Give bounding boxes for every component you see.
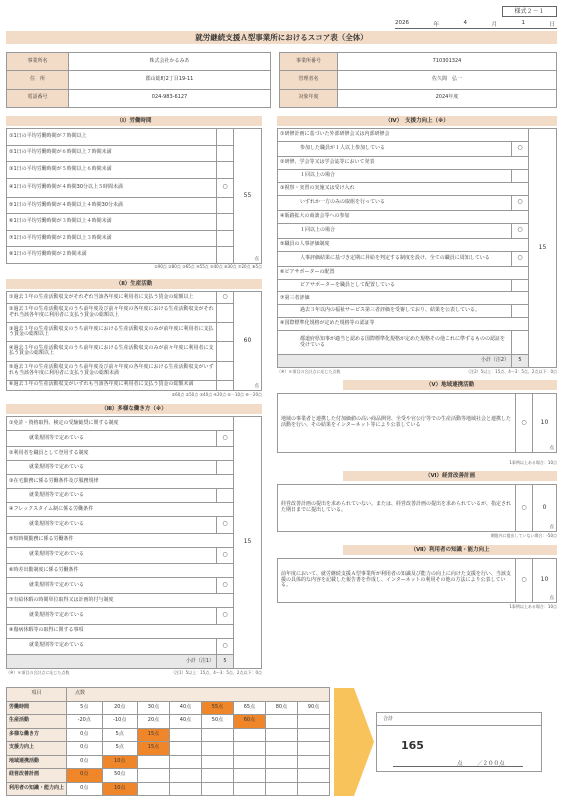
table-row bbox=[278, 169, 557, 182]
summary-row-label: 利用者の知識・能力向上 bbox=[7, 782, 67, 796]
summary-cell: 20点 bbox=[102, 701, 138, 715]
s3-mark bbox=[217, 461, 234, 475]
summary-cell: 10点 bbox=[102, 782, 138, 796]
s2-item: ③過去３年の生産活動収支のうち前年度における生産活動収支のみが前年度に利用者に支払う賃金の総額以上 bbox=[7, 323, 217, 342]
s1-item: ③1日の平均労働時間が５時間以上６時間未満 bbox=[7, 162, 217, 179]
summary-col-item: 項目 bbox=[7, 688, 67, 702]
table-row bbox=[7, 638, 262, 654]
table-row bbox=[7, 594, 262, 608]
office-address: 郡山総町2丁目19-11 bbox=[69, 71, 271, 89]
s1-mark: ○ bbox=[217, 178, 234, 197]
s4-mark bbox=[512, 331, 529, 355]
table-row bbox=[7, 230, 262, 247]
table-row bbox=[7, 475, 262, 489]
s1-item: ④1日の平均労働時間が４時間30分以上５時間未満 bbox=[7, 178, 217, 197]
summary-cell: 0点 bbox=[67, 755, 103, 769]
total-value: 165 bbox=[401, 739, 424, 752]
summary-cell: 90点 bbox=[297, 701, 329, 715]
section-6-score: 0 bbox=[542, 503, 547, 511]
summary-cell: 60点 bbox=[233, 715, 265, 729]
office-name: 株式会社かるみあ bbox=[69, 53, 271, 71]
total-box: 合計 165 点 ／２００点 bbox=[376, 712, 542, 772]
table-row bbox=[7, 129, 262, 146]
section-7-note: 1事例以上ある場合：10点 bbox=[509, 604, 557, 609]
s2-mark bbox=[217, 380, 234, 390]
table-row bbox=[278, 331, 557, 355]
table-row bbox=[7, 342, 262, 361]
section-6-note: 期限内に提出していない場合：-50点 bbox=[490, 533, 557, 538]
summary-table bbox=[6, 687, 330, 796]
s2-item: ⑥過去３年の生産活動収支がいずれも当該各年度に利用者に支払う賃金の総額未満 bbox=[7, 380, 217, 390]
office-info-left: 事業所名 株式会社かるみあ 住 所 郡山総町2丁目19-11 電話番号 024-983-6127 bbox=[6, 52, 271, 108]
s3-item-sub: 就業規則等で定めている bbox=[7, 638, 217, 654]
s1-item: ①1日の平均労働時間が７時間以上 bbox=[7, 129, 217, 146]
table-row bbox=[278, 251, 557, 266]
s4-item-sub: 都道府県知事が適当と認める国際標準化規格が定めた規格その他これに準ずるものの認証を受けている bbox=[278, 331, 512, 355]
s2-mark: ○ bbox=[217, 292, 234, 304]
s4-item-sub: １回以上の場合 bbox=[278, 223, 512, 238]
s2-item: ④過去３年の生産活動収支のうち前年度における生産活動収支のみが前々年度に利用者に支払う賃金の総額以上 bbox=[7, 342, 217, 361]
s3-item-heading: ②利用者を職員として登用する制度 bbox=[7, 447, 234, 461]
section-4-note-right: （注2）5以上：15点、4～3：5点、2点以下：0点 bbox=[466, 369, 557, 374]
s1-mark bbox=[217, 214, 234, 231]
summary-cell: 0点 bbox=[67, 742, 103, 756]
s1-mark bbox=[217, 129, 234, 146]
table-row bbox=[7, 197, 262, 214]
summary-row-label: 生産活動 bbox=[7, 715, 67, 729]
table-row bbox=[278, 318, 557, 331]
section-2-table bbox=[6, 291, 262, 391]
table-row bbox=[7, 577, 262, 593]
s1-item: ⑧1日の平均労働時間が２時間未満 bbox=[7, 247, 217, 264]
table-row bbox=[278, 141, 557, 156]
s3-item-heading: ①免許・資格取得、検定の受験勧奨に関する制度 bbox=[7, 417, 234, 431]
section-5-mark: ○ bbox=[516, 394, 533, 453]
s3-mark: ○ bbox=[217, 547, 234, 563]
s4-mark: ○ bbox=[512, 251, 529, 266]
section-6-mark: ○ bbox=[516, 485, 533, 532]
s4-mark bbox=[512, 279, 529, 292]
summary-cell: -20点 bbox=[67, 715, 103, 729]
section-5-score: 10 bbox=[540, 418, 549, 426]
summary-cell: 20点 bbox=[138, 715, 170, 729]
section-1-table bbox=[6, 128, 262, 264]
s4-item-heading: ①研修計画に基づいた外部研修会又は内部研修会 bbox=[278, 129, 529, 142]
summary-cell: 0点 bbox=[67, 769, 103, 783]
office-phone: 024-983-6127 bbox=[69, 89, 271, 107]
s2-mark bbox=[217, 304, 234, 323]
summary-cell: 55点 bbox=[201, 701, 233, 715]
s4-item-heading: ④販路拡大の商談会等への参加 bbox=[278, 210, 529, 223]
summary-row-label: 労働時間 bbox=[7, 701, 67, 715]
section-1-header: （Ⅰ）労働時間 bbox=[6, 116, 262, 126]
s3-mark bbox=[217, 489, 234, 503]
s4-item-sub: 人事評価結果に基づき定期に昇給を判定する制度を設け、全ての職員に周知している bbox=[278, 251, 512, 266]
s4-item-heading: ⑤職員の人事評価制度 bbox=[278, 238, 529, 251]
s4-item-sub: いずれか一方のみの取組を行っている bbox=[278, 195, 512, 210]
summary-cell: 0点 bbox=[67, 782, 103, 796]
section-7-score: 10 bbox=[540, 576, 549, 584]
table-row bbox=[7, 304, 262, 323]
summary-cell: 50点 bbox=[102, 769, 138, 783]
table-row bbox=[7, 547, 262, 563]
section-3-table bbox=[6, 416, 262, 669]
table-row bbox=[278, 292, 557, 305]
s1-mark bbox=[217, 197, 234, 214]
summary-row-label: 地域連携活動 bbox=[7, 755, 67, 769]
s1-item: ⑦1日の平均労働時間が２時間以上３時間未満 bbox=[7, 230, 217, 247]
s3-mark: ○ bbox=[217, 577, 234, 593]
s1-mark bbox=[217, 230, 234, 247]
table-row bbox=[7, 214, 262, 231]
s4-item-heading: ⑦第三者評価 bbox=[278, 292, 529, 305]
page-title: 就労継続支援Ａ型事業所におけるスコア表（全体） bbox=[6, 31, 557, 44]
summary-row bbox=[7, 728, 330, 742]
arrow-icon bbox=[334, 688, 374, 796]
summary-cell: 15点 bbox=[138, 742, 170, 756]
summary-row-label: 経営改善計画 bbox=[7, 769, 67, 783]
s4-score: 15 bbox=[529, 129, 557, 368]
section-7-text: 前年度において、就労継続支援Ａ型事業所が利用者の知識及び能力の向上に向けた支援を行い、当該支援の具体的な内容を記載した報告書を作成し、インターネットの利用その他の方法により公表している。 bbox=[278, 559, 516, 603]
table-row bbox=[278, 182, 557, 195]
s4-subtotal-label: 小計（注2） bbox=[278, 354, 512, 367]
summary-row bbox=[7, 742, 330, 756]
office-number: 710301324 bbox=[338, 53, 557, 71]
s1-item: ⑥1日の平均労働時間が３時間以上４時間未満 bbox=[7, 214, 217, 231]
table-row bbox=[7, 533, 262, 547]
table-row bbox=[278, 238, 557, 251]
s4-mark: ○ bbox=[512, 223, 529, 238]
s4-subtotal: 5 bbox=[512, 354, 529, 367]
summary-row bbox=[7, 715, 330, 729]
summary-cell: 40点 bbox=[169, 701, 201, 715]
target-year: 2024年度 bbox=[338, 89, 557, 107]
table-row bbox=[7, 563, 262, 577]
summary-row-label: 支援力向上 bbox=[7, 742, 67, 756]
table-row bbox=[278, 279, 557, 292]
table-row bbox=[7, 380, 262, 390]
s3-item-heading: ④フレックスタイム制に係る労働条件 bbox=[7, 503, 234, 517]
table-row bbox=[7, 417, 262, 431]
s3-score: 15 bbox=[234, 417, 262, 669]
summary-cell: 40点 bbox=[169, 715, 201, 729]
s4-item-heading: ②研修、学会等又は学会誌等において発表 bbox=[278, 156, 529, 169]
section-7-table: 前年度において、就労継続支援Ａ型事業所が利用者の知識及び能力の向上に向けた支援を行い、当該支援の具体的な内容を記載した報告書を作成し、インターネットの利用その他の方法により公表している。 ○ 10 点 bbox=[277, 558, 557, 603]
s3-mark: ○ bbox=[217, 430, 234, 446]
s3-mark: ○ bbox=[217, 638, 234, 654]
s2-mark bbox=[217, 323, 234, 342]
summary-row bbox=[7, 769, 330, 783]
s2-score: 60 点 bbox=[234, 292, 262, 391]
table-row bbox=[278, 129, 557, 142]
s3-mark: ○ bbox=[217, 608, 234, 624]
table-row bbox=[7, 361, 262, 380]
s3-item-sub: 就業規則等で定めている bbox=[7, 430, 217, 446]
summary-cell: 5点 bbox=[102, 728, 138, 742]
s3-item-heading: ⑥時差出勤制度に係る労働条件 bbox=[7, 563, 234, 577]
s3-item-heading: ⑤短時間勤務に係る労働条件 bbox=[7, 533, 234, 547]
table-row bbox=[7, 608, 262, 624]
total-label: 合計 bbox=[383, 716, 394, 722]
s2-item: ①過去３年の生産活動収支がそれぞれ当該各年度に利用者に支払う賃金の総額以上 bbox=[7, 292, 217, 304]
table-row bbox=[278, 195, 557, 210]
table-row bbox=[278, 223, 557, 238]
section-3-note-right: （注1）5以上：15点、4～3：5点、2点以下：0点 bbox=[171, 670, 262, 675]
s4-item-heading: ③視察・実習の実施又は受け入れ bbox=[278, 182, 529, 195]
section-5-text: 地域の事業者と連携した付加価値の高い商品開発、全受や官公庁等での生産活動等地域社会と連携した活動を行い、その結果をインターネット等により公表している bbox=[278, 394, 516, 453]
s3-subtotal-label: 小計（注1） bbox=[7, 654, 217, 668]
summary-cell: -10点 bbox=[102, 715, 138, 729]
table-row bbox=[278, 210, 557, 223]
summary-cell: 10点 bbox=[102, 755, 138, 769]
s1-mark bbox=[217, 162, 234, 179]
s3-item-sub: 就業規則等で定めている bbox=[7, 461, 217, 475]
s4-mark bbox=[512, 169, 529, 182]
section-1-legend: ①90点 ②80点 ③65点 ④55点 ⑤40点 ⑥30点 ⑦20点 ⑧5点 bbox=[154, 264, 262, 269]
section-3-note-left: （※）８項目の合計点に応じた点数 bbox=[6, 670, 70, 675]
table-row bbox=[7, 145, 262, 162]
table-row bbox=[7, 292, 262, 304]
s4-item-sub: 参加した職員が１人以上参加している bbox=[278, 141, 512, 156]
summary-cell: 30点 bbox=[138, 701, 170, 715]
s4-item-heading: ⑧国際標準化規格が定めた規格等の認証等 bbox=[278, 318, 529, 331]
section-5-table: 地域の事業者と連携した付加価値の高い商品開発、全受や官公庁等での生産活動等地域社会と連携した活動を行い、その結果をインターネット等により公表している ○ 10 点 bbox=[277, 393, 557, 453]
s3-item-sub: 就業規則等で定めている bbox=[7, 577, 217, 593]
table-row bbox=[278, 305, 557, 318]
table-row bbox=[7, 517, 262, 533]
section-4-note-left: （※）８項目の合計点に応じた点数 bbox=[277, 369, 341, 374]
summary-cell: 5点 bbox=[67, 701, 103, 715]
s4-item-sub: １回以上の場合 bbox=[278, 169, 512, 182]
s4-item-sub: ピアサポーターを職員として配置している bbox=[278, 279, 512, 292]
date-year: 2026 bbox=[395, 20, 409, 26]
summary-row bbox=[7, 755, 330, 769]
table-row bbox=[7, 323, 262, 342]
s4-mark: ○ bbox=[512, 141, 529, 156]
s3-item-heading: ⑦有給休暇の時間単位取得又は計画的付与制度 bbox=[7, 594, 234, 608]
s2-mark bbox=[217, 361, 234, 380]
s2-item: ②過去３年の生産活動収支のうち前年度及び前々年度の各年度における生産活動収支がそれぞれ当該各年度に利用者に支払う賃金の総額以上 bbox=[7, 304, 217, 323]
s3-item-sub: 就業規則等で定めている bbox=[7, 489, 217, 503]
table-row bbox=[278, 266, 557, 279]
date-month: 4 bbox=[463, 20, 467, 26]
office-info-right: 事業所番号 710301324 管理者名 佐久間 弘一 対象年度 2024年度 bbox=[279, 52, 557, 108]
summary-cell: 50点 bbox=[201, 715, 233, 729]
section-2-header: （Ⅱ）生産活動 bbox=[6, 279, 262, 289]
table-row bbox=[7, 461, 262, 475]
table-row bbox=[7, 162, 262, 179]
s4-mark bbox=[512, 305, 529, 318]
table-row bbox=[278, 156, 557, 169]
s1-item: ⑤1日の平均労働時間が４時間以上４時間30分未満 bbox=[7, 197, 217, 214]
s1-mark bbox=[217, 247, 234, 264]
date-line: 2026 年 4 月 1 日 bbox=[395, 20, 555, 28]
s4-item-sub: 過去３年以内の福祉サービス第三者評価を受審しており、結果を公表している。 bbox=[278, 305, 512, 318]
table-row bbox=[7, 624, 262, 638]
s3-item-heading: ⑧傷病休暇等の取得に関する事項 bbox=[7, 624, 234, 638]
table-row bbox=[7, 503, 262, 517]
s3-mark: ○ bbox=[217, 517, 234, 533]
section-3-header: （Ⅲ）多様な働き方（※） bbox=[6, 404, 262, 414]
s3-item-sub: 就業規則等で定めている bbox=[7, 547, 217, 563]
s2-item: ⑤過去３年の生産活動収支のうち前年度及び前々年度の各年度における生産活動収支がいずれも当該各年度に利用者に支払う賃金の総額未満 bbox=[7, 361, 217, 380]
manager-name: 佐久間 弘一 bbox=[338, 71, 557, 89]
section-7-header: （Ⅶ）利用者の知識・能力向上 bbox=[343, 545, 557, 555]
s1-item: ②1日の平均労働時間が６時間以上７時間未満 bbox=[7, 145, 217, 162]
section-4-table bbox=[277, 128, 557, 368]
form-number: 様式２－１ bbox=[502, 6, 557, 17]
summary-cell: 5点 bbox=[102, 742, 138, 756]
section-4-header: （Ⅳ） 支援力向上（※） bbox=[277, 116, 557, 126]
s1-mark bbox=[217, 145, 234, 162]
section-7-mark: ○ bbox=[516, 559, 533, 603]
table-row bbox=[7, 178, 262, 197]
summary-cell: 65点 bbox=[233, 701, 265, 715]
summary-cell: 15点 bbox=[138, 728, 170, 742]
summary-cell: 80点 bbox=[265, 701, 297, 715]
section-6-header: （Ⅵ）経営改善計画 bbox=[343, 471, 557, 481]
summary-cell: 0点 bbox=[67, 728, 103, 742]
total-max: ／２００点 bbox=[477, 761, 505, 767]
section-5-note: 1事例以上ある場合：10点 bbox=[509, 460, 557, 465]
s4-item-heading: ⑥ピアサポーターの配置 bbox=[278, 266, 529, 279]
section-6-text: 経営改善計画の提出を求められていない。または、経営改善計画の提出を求められているが、指定された期日までに提出している。 bbox=[278, 485, 516, 532]
s3-item-sub: 就業規則等で定めている bbox=[7, 608, 217, 624]
s2-mark bbox=[217, 342, 234, 361]
table-row bbox=[7, 247, 262, 264]
summary-row bbox=[7, 701, 330, 715]
summary-row bbox=[7, 782, 330, 796]
section-2-legend: ①60点 ②50点 ③40点 ④20点 ⑤－10点 ⑥－20点 bbox=[171, 392, 262, 397]
section-5-header: （Ⅴ）地域連携活動 bbox=[343, 380, 557, 390]
table-row bbox=[7, 447, 262, 461]
s4-mark: ○ bbox=[512, 195, 529, 210]
section-6-table: 経営改善計画の提出を求められていない。または、経営改善計画の提出を求められているが、指定された期日までに提出している。 ○ 0 点 bbox=[277, 484, 557, 532]
date-day: 1 bbox=[521, 20, 525, 26]
s3-subtotal: 5 bbox=[217, 654, 234, 668]
table-row bbox=[7, 430, 262, 446]
s3-item-heading: ③在宅勤務に係る労働条件及び服務規律 bbox=[7, 475, 234, 489]
s3-item-sub: 就業規則等で定めている bbox=[7, 517, 217, 533]
summary-col-points: 点数 bbox=[67, 688, 330, 702]
summary-row-label: 多様な働き方 bbox=[7, 728, 67, 742]
s1-score: 55 点 bbox=[234, 129, 262, 264]
table-row bbox=[7, 489, 262, 503]
